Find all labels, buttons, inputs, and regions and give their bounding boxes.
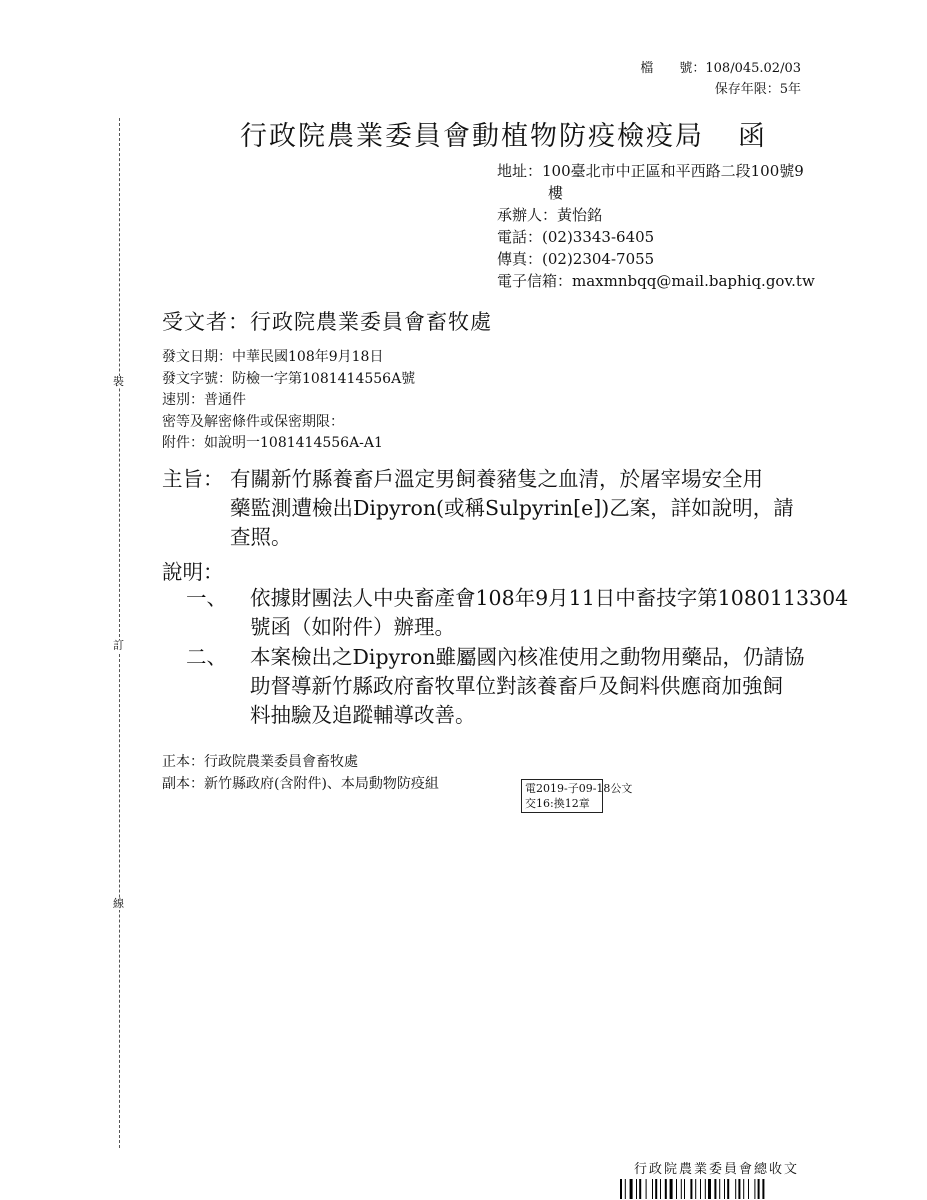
attachment: 附件：如說明一1081414556A-A1 [162,435,383,451]
barcode-bar [630,1179,633,1199]
electronic-exchange-stamp [521,779,633,813]
stamp-line: 交16:換12章 [525,797,590,810]
email: 電子信箱：maxmnbqq@mail.baphiq.gov.tw [497,272,815,290]
explanation-label: 說明： [162,560,224,584]
barcode-bar [758,1179,760,1199]
barcode-bar [636,1179,637,1199]
archive-file-number: 檔 號：108/045.02/03 [640,61,801,76]
delivery-speed: 速別：普通件 [162,392,246,408]
item-number: 二、 [186,645,227,669]
issue-number: 發文字號：防檢一字第1081414556A號 [162,370,416,387]
barcode-bar [646,1179,647,1199]
copy-recipients: 副本：新竹縣政府(含附件)、本局動物防疫組 [162,776,439,792]
subject-line: 藥監測遭檢出Dipyron(或稱Sulpyrin[e])乙案，詳如說明，請 [230,496,794,520]
issue-date: 發文日期：中華民國108年9月18日 [162,349,384,365]
barcode-bar [719,1179,720,1199]
barcode-bar [708,1179,711,1199]
org-name: 行政院農業委員會動植物防疫檢疫局 [240,121,704,152]
barcode-bar [670,1179,673,1199]
item-line: 料抽驗及追蹤輔導改善。 [250,703,476,727]
barcode-bar [620,1179,622,1199]
barcode-bar [684,1179,685,1199]
binding-line [119,118,120,1148]
binding-mark-line: 線 [113,897,124,910]
barcode-bar [655,1179,657,1199]
contact-block [497,160,815,292]
stamp-line: 電2019-子09-18公文 [525,782,633,795]
barcode-bar [724,1179,725,1199]
barcode-bar [754,1179,755,1199]
subject-line: 查照。 [230,525,292,549]
binding-mark-staple: 訂 [113,639,124,652]
barcode-bar [743,1179,744,1199]
barcode-bar [695,1179,696,1199]
barcode-bar [738,1179,740,1199]
fax: 傳真：(02)2304-7055 [497,250,655,268]
security-level: 密等及解密條件或保密期限： [162,413,344,430]
subject-label: 主旨： [162,467,224,491]
handler: 承辦人：黃怡銘 [497,206,603,224]
barcode-bar [665,1179,667,1199]
barcode-bar [639,1179,641,1199]
barcode-bar [625,1179,626,1199]
item-line: 依據財團法人中央畜產會108年9月11日中畜技字第1080113304 [250,586,849,610]
doc-kind: 函 [738,121,767,152]
barcode-bar [748,1179,749,1199]
item-line: 本案檢出之Dipyron雖屬國內核准使用之動物用藥品，仍請協 [250,645,805,669]
barcode-bar [652,1179,653,1199]
barcode-bar [700,1179,701,1199]
barcode [620,1179,830,1199]
barcode-bar [676,1179,677,1199]
barcode-bar [681,1179,682,1199]
address-line-continued: 樓 [548,184,564,202]
distribution [162,751,439,795]
original-recipient: 正本：行政院農業委員會畜牧處 [162,754,358,770]
archive-retention: 保存年限：5年 [714,82,801,97]
binding-mark-bind: 裝 [113,375,124,388]
document-meta [162,347,415,455]
barcode-bar [690,1179,692,1199]
item-line: 助督導新竹縣政府畜牧單位對該養畜戶及飼料供應商加強飼 [250,674,783,698]
item-line: 號函（如附件）辦理。 [250,615,455,639]
barcode-bar [762,1179,764,1199]
barcode-bar [727,1179,729,1199]
receipt-org: 行政院農業委員會總收文 [634,1162,800,1177]
barcode-bar [735,1179,736,1199]
document-title [240,114,767,153]
barcode-bar [660,1179,661,1199]
barcode-bar [705,1179,706,1199]
item-number: 一、 [186,586,227,610]
phone: 電話：(02)3343-6405 [497,228,655,246]
barcode-bar [714,1179,716,1199]
address-line: 地址：100臺北市中正區和平西路二段100號9 [497,162,804,180]
subject-line: 有關新竹縣養畜戶溫定男飼養豬隻之血清，於屠宰場安全用 [230,467,763,491]
recipient: 受文者：行政院農業委員會畜牧處 [162,310,492,334]
